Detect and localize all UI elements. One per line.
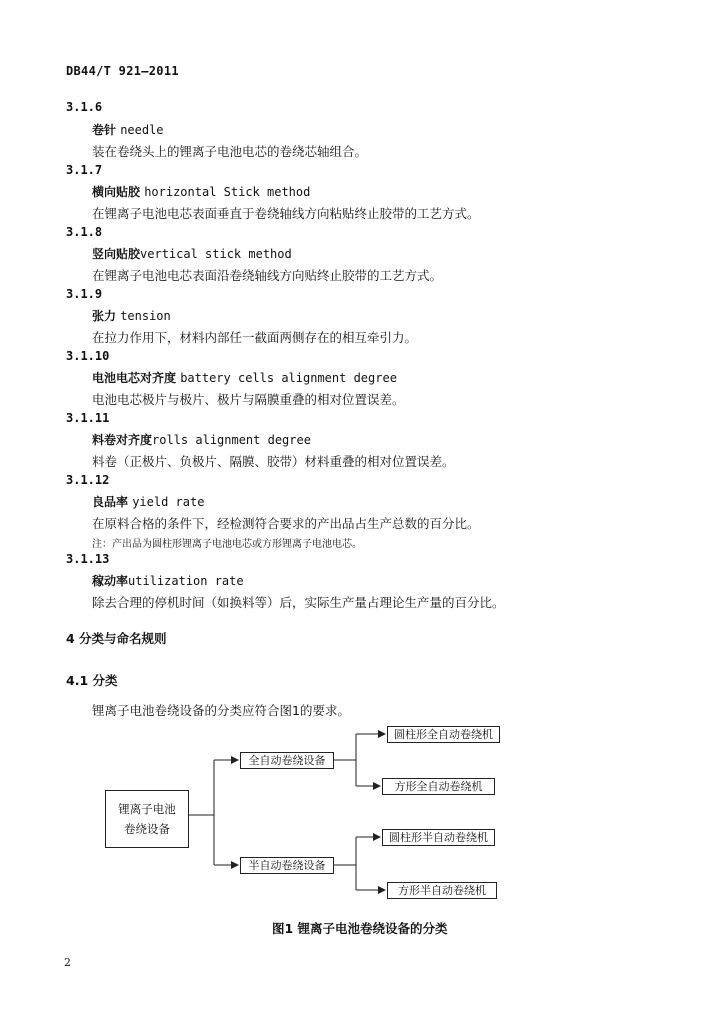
figure-caption: 图1 锂离子电池卷绕设备的分类 <box>272 921 448 936</box>
term-note: 注：产出品为圆柱形锂离子电池电芯或方形锂离子电池电芯。 <box>92 539 362 550</box>
term-title-cn: 张力 <box>92 309 121 323</box>
term-number: 3.1.6 <box>66 100 103 114</box>
term-title-en: tension <box>120 309 171 323</box>
term-definition: 电池电芯极片与极片、极片与隔膜重叠的相对位置误差。 <box>92 392 405 407</box>
term-title-cn: 竖向贴胶 <box>92 247 141 261</box>
section-heading: 4 分类与命名规则 <box>66 631 167 646</box>
term-title-cn: 良品率 <box>92 495 133 509</box>
page-number: 2 <box>64 956 71 969</box>
term-number: 3.1.9 <box>66 287 103 301</box>
intro-paragraph: 锂离子电池卷绕设备的分类应符合图1的要求。 <box>92 703 350 718</box>
term-title-en: rolls alignment degree <box>152 433 311 447</box>
term-number: 3.1.11 <box>66 411 110 425</box>
term-number: 3.1.12 <box>66 473 110 487</box>
term-title-cn: 稼动率 <box>92 574 129 588</box>
term-definition: 在锂离子电池电芯表面垂直于卷绕轴线方向粘贴终止胶带的工艺方式。 <box>92 206 480 221</box>
diagram-leaf-cylindrical-auto: 圆柱形全自动卷绕机 <box>387 726 500 743</box>
term-definition: 装在卷绕头上的锂离子电池电芯的卷绕芯轴组合。 <box>92 144 368 159</box>
term-number: 3.1.7 <box>66 163 103 177</box>
term-title-cn: 卷针 <box>92 123 121 137</box>
term-title-cn: 横向贴胶 <box>92 185 145 199</box>
diagram-node-fully-automatic: 全自动卷绕设备 <box>240 752 334 769</box>
root-label-line1: 锂离子电池 <box>118 802 176 816</box>
term-definition: 料卷（正极片、负极片、隔膜、胶带）材料重叠的相对位置误差。 <box>92 454 455 469</box>
term-number: 3.1.13 <box>66 552 110 566</box>
diagram-root-box <box>105 790 189 848</box>
term-title-cn: 料卷对齐度 <box>92 433 153 447</box>
term-title-en: battery cells alignment degree <box>180 371 397 385</box>
diagram-leaf-square-semi: 方形半自动卷绕机 <box>387 882 497 899</box>
diagram-leaf-cylindrical-semi: 圆柱形半自动卷绕机 <box>382 829 495 846</box>
term-title-en: yield rate <box>132 495 205 509</box>
diagram-node-semi-automatic: 半自动卷绕设备 <box>240 857 334 874</box>
term-number: 3.1.10 <box>66 349 110 363</box>
diagram-leaf-square-auto: 方形全自动卷绕机 <box>382 778 495 795</box>
term-definition: 除去合理的停机时间（如换料等）后，实际生产量占理论生产量的百分比。 <box>92 595 505 610</box>
term-title-en: utilization rate <box>128 574 244 588</box>
document-header: DB44/T 921—2011 <box>66 64 179 78</box>
root-label-line2: 卷绕设备 <box>124 822 170 836</box>
term-definition: 在原料合格的条件下，经检测符合要求的产出品占生产总数的百分比。 <box>92 516 480 531</box>
term-definition: 在锂离子电池电芯表面沿卷绕轴线方向贴终止胶带的工艺方式。 <box>92 268 443 283</box>
term-definition: 在拉力作用下，材料内部任一截面两侧存在的相互牵引力。 <box>92 330 418 345</box>
term-title-en: needle <box>120 123 164 137</box>
term-title-en: horizontal Stick method <box>144 185 311 199</box>
term-title-cn: 电池电芯对齐度 <box>92 371 181 385</box>
subsection-heading: 4.1 分类 <box>66 673 118 688</box>
term-title-en: vertical stick method <box>140 247 292 261</box>
term-number: 3.1.8 <box>66 225 103 239</box>
